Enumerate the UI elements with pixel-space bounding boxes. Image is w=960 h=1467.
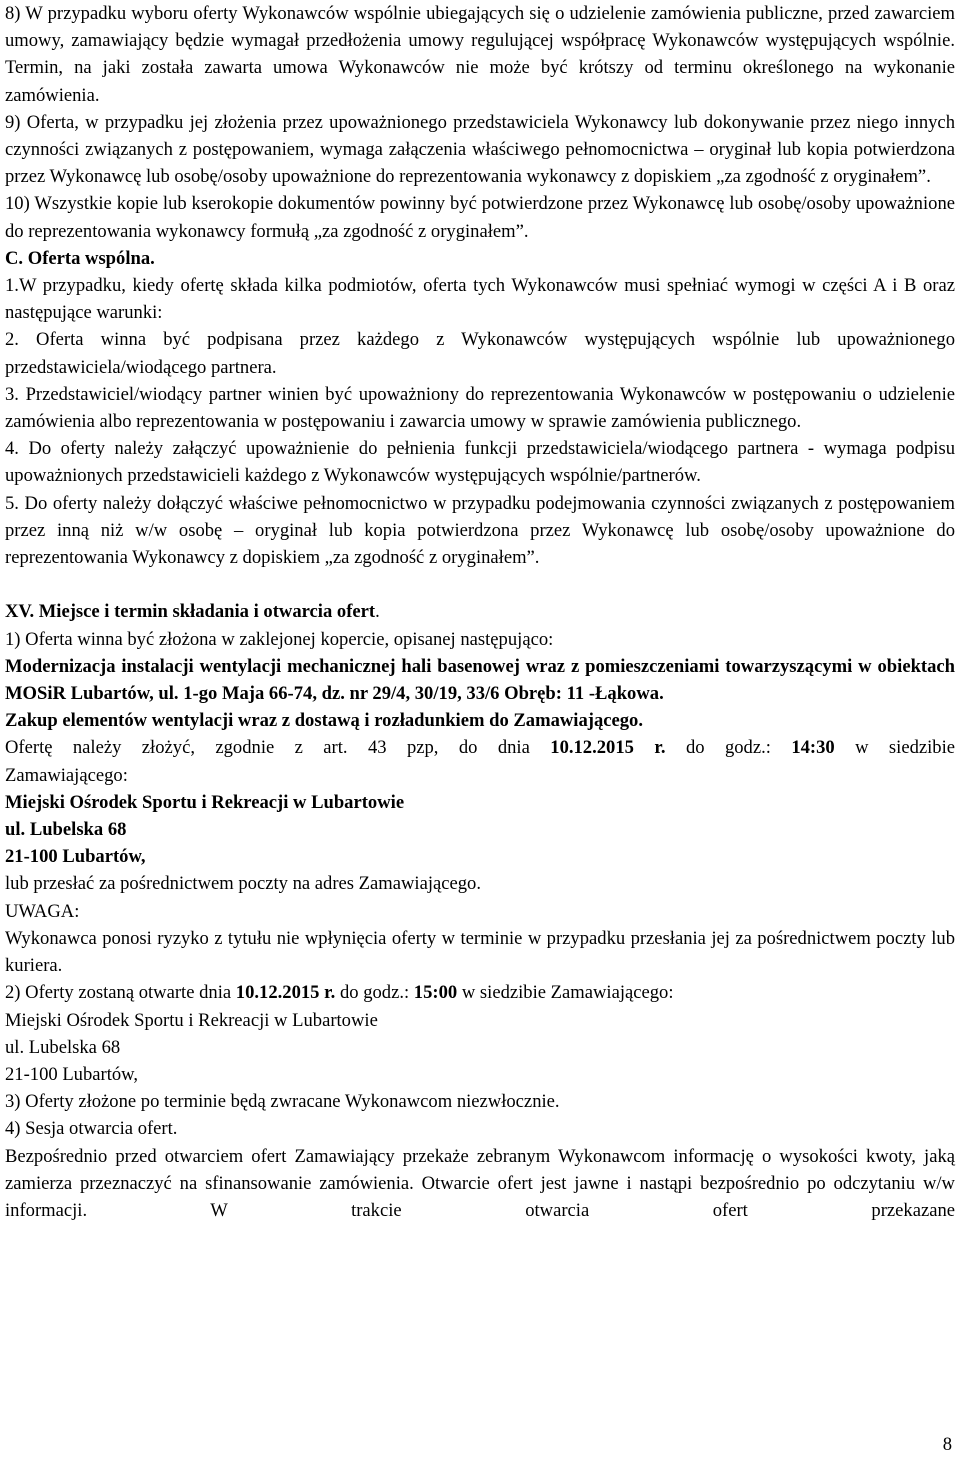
section-c-item-4: 4. Do oferty należy załączyć upoważnienie do pełnienia funkcji przedstawiciela/wiodącego partnera - wymaga podpisu upoważnionych przedstawicieli każdego z Wykonawców występujących wspólnie/partnerów. xyxy=(5,438,955,487)
post-line: lub przesłać za pośrednictwem poczty na adres Zamawiającego. xyxy=(5,873,481,895)
deadline-text-mid: do godz.: xyxy=(665,737,792,759)
uwaga-label: UWAGA: xyxy=(5,900,80,922)
section-c-heading: C. Oferta wspólna. xyxy=(5,247,155,269)
blank-line xyxy=(5,571,955,598)
section-xv-title: XV. Miejsce i termin składania i otwarcia ofert xyxy=(5,601,376,623)
address-street: ul. Lubelska 68 xyxy=(5,1036,121,1058)
section-c-item-5: 5. Do oferty należy dołączyć właściwe pełnomocnictwo w przypadku podejmowania czynności związanych z postępowaniem przez inną niż w/w osobę – oryginał lub kopia potwierdzona przez Wykonawcę lub osobę/osoby upoważnione do reprezentowania Wykonawcy z dopiskiem „za zgodność z oryginałem”. xyxy=(5,492,955,569)
zamawiajacy-label: Zamawiającego: xyxy=(5,764,128,786)
opening-time: 15:00 xyxy=(413,982,458,1004)
opening-text-pre: 2) Oferty zostaną otwarte dnia xyxy=(5,982,236,1004)
deadline-date: 10.12.2015 r. xyxy=(550,737,666,759)
project-name: Modernizacja instalacji wentylacji mechanicznej hali basenowej wraz z pomieszczeniami towarzyszącymi w obiektach MOSiR Lubartów, ul. 1-go Maja 66-74, dz. nr 29/4, 30/19, 33/6 Obręb: 11 -Łąkowa. xyxy=(5,655,955,705)
paragraph-9: 9) Oferta, w przypadku jej złożenia przez upoważnionego przedstawiciela Wykonawcy lub dokonywanie przez niego innych czynności związanych z postępowaniem, wymaga załączenia właściwego pełnomocnictwa – oryginał lub kopia potwierdzona przez Wykonawcę lub osobę/osoby upoważnione do reprezentowania wykonawcy z dopiskiem „za zgodność z oryginałem”. xyxy=(5,111,955,188)
purchase-name: Zakup elementów wentylacji wraz z dostawą i rozładunkiem do Zamawiającego. xyxy=(5,710,643,732)
address-bold-name: Miejski Ośrodek Sportu i Rekreacji w Lubartowie xyxy=(5,791,405,813)
address-bold-city: 21-100 Lubartów, xyxy=(5,846,146,868)
page-number: 8 xyxy=(942,1434,952,1455)
section-c-item-2: 2. Oferta winna być podpisana przez każdego z Wykonawców występujących wspólnie lub upoważnionego przedstawiciela/wiodącego partnera. xyxy=(5,329,955,378)
section-c-item-3: 3. Przedstawiciel/wiodący partner winien być upoważniony do reprezentowania Wykonawców w postępowaniu o udzielenie zamówienia albo reprezentowania w postępowaniu i zawarcia umowy w sprawie zamówienia publicznego. xyxy=(5,383,955,433)
deadline-time: 14:30 xyxy=(791,737,835,759)
address-bold-street xyxy=(5,816,955,843)
address-bold-street-value: Lubelska 68 xyxy=(29,819,127,841)
section-xv-item-3: 3) Oferty złożone po terminie będą zwracane Wykonawcom niezwłocznie. xyxy=(5,1091,560,1113)
section-xv-title-end: . xyxy=(375,601,380,623)
document-page xyxy=(5,0,955,1224)
opening-date-value: 10.12.2015 r. xyxy=(235,982,336,1004)
address-city: 21-100 Lubartów, xyxy=(5,1063,139,1085)
risk-note: Wykonawca ponosi ryzyko z tytułu nie wpłynięcia oferty w terminie w przypadku przesłania jej za pośrednictwem poczty lub kuriera. xyxy=(5,927,955,977)
paragraph-10: 10) Wszystkie kopie lub kserokopie dokumentów powinny być potwierdzone przez Wykonawcę lub osobę/osoby upoważnione do reprezentowania wykonawcy formułą „za zgodność z oryginałem”. xyxy=(5,193,955,242)
opening-text-mid: do godz.: xyxy=(335,982,414,1004)
section-xv-item-4: 4) Sesja otwarcia ofert. xyxy=(5,1118,178,1140)
address-name: Miejski Ośrodek Sportu i Rekreacji w Lubartowie xyxy=(5,1009,378,1031)
section-xv-heading xyxy=(5,598,955,625)
paragraph-8: 8) W przypadku wyboru oferty Wykonawców wspólnie ubiegających się o udzielenie zamówienia publiczne, przed zawarciem umowy, zamawiający będzie wymagał przedłożenia umowy regulującej współpracę Wykonawców występujących wspólnie. Termin, na jaki została zawarta umowa Wykonawców nie może być krótszy od terminu określonego na wykonanie zamówienia. xyxy=(5,3,955,106)
deadline-text-pre: Ofertę należy złożyć, zgodnie z art. 43 pzp, do dnia xyxy=(5,737,551,759)
address-bold-street-prefix: ul. xyxy=(5,819,30,841)
deadline-text-post: w siedzibie xyxy=(834,737,956,759)
opening-text-post: w siedzibie Zamawiającego: xyxy=(457,982,674,1004)
opening-date xyxy=(5,979,955,1006)
section-c-item-1: 1.W przypadku, kiedy ofertę składa kilka podmiotów, oferta tych Wykonawców musi spełniać wymogi w części A i B oraz następujące warunki: xyxy=(5,275,955,324)
session-paragraph: Bezpośrednio przed otwarciem ofert Zamawiający przekaże zebranym Wykonawcom informację o wysokości kwoty, jaką zamierza przeznaczyć na sfinansowanie zamówienia. Otwarcie ofert jest jawne i nastąpi bezpośrednio po odczytaniu w/w informacji. W trakcie otwarcia ofert przekazane xyxy=(5,1145,955,1221)
section-xv-item-1: 1) Oferta winna być złożona w zaklejonej kopercie, opisanej następująco: xyxy=(5,628,554,650)
submission-deadline xyxy=(5,734,955,761)
